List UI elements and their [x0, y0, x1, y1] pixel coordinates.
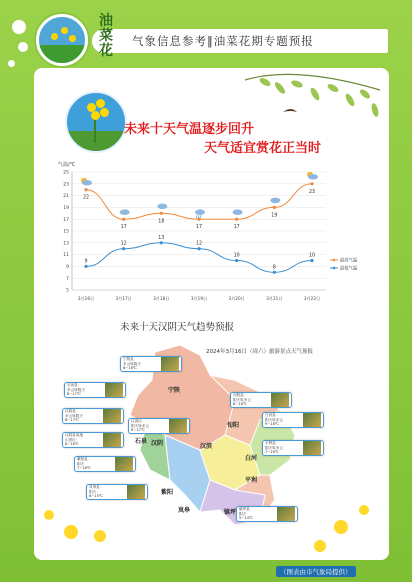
- raindrop-icon: [200, 215, 201, 218]
- weather-card-text: [65, 383, 105, 396]
- raindrop-icon: [196, 215, 197, 218]
- data-point: [84, 265, 87, 268]
- weather-card-line: 6~16℃: [123, 366, 137, 371]
- data-point: [122, 247, 125, 250]
- weather-card-line: 7~16℃: [77, 466, 91, 471]
- data-label: 19: [271, 213, 278, 219]
- weather-card: [86, 484, 148, 500]
- cloud-icon: [120, 209, 130, 215]
- weather-card-text: [237, 507, 277, 520]
- weather-card-text: [87, 485, 127, 498]
- weather-card-line: 9~18℃: [265, 422, 279, 427]
- cloud-icon: [120, 209, 130, 215]
- sun-cloud-icon: [307, 172, 318, 180]
- weather-card-line: 旬阳县：: [233, 393, 248, 398]
- weather-card-line: 紫阳县：: [77, 457, 92, 462]
- cloud-icon: [233, 209, 243, 215]
- weather-card-line: 8~16℃: [65, 442, 79, 447]
- weather-card: [230, 392, 292, 408]
- sun-cloud-icon: [81, 178, 92, 186]
- weather-card-line: 阴天转多云: [265, 445, 283, 450]
- x-tick-label: 3月16日: [77, 296, 95, 301]
- y-tick-label: 25: [63, 170, 69, 176]
- legend-label: 最低气温: [340, 266, 358, 272]
- weather-card: [62, 408, 124, 424]
- weather-card-text: [231, 393, 271, 406]
- headline-line1: 未来十天气温逐步回升: [124, 122, 255, 137]
- map-place-label: 白河: [245, 455, 258, 462]
- chart-legend: [330, 257, 358, 272]
- map-place-label: 石泉: [135, 438, 148, 445]
- weather-card-line: 多云转阴天: [123, 361, 141, 366]
- y-tick-label: 11: [63, 253, 69, 259]
- y-tick-label: 13: [63, 241, 69, 247]
- data-label: 13: [158, 235, 165, 241]
- weather-card-line: 阴天: [239, 511, 247, 516]
- chart-xaxis: [78, 295, 320, 302]
- y-tick-label: 17: [63, 217, 69, 223]
- header-title: 气象信息参考‖油菜花期专题预报: [132, 34, 314, 48]
- x-tick-label: 3月17日: [115, 296, 132, 301]
- data-label: 17: [233, 225, 240, 231]
- map-place-label: 汉滨: [200, 443, 213, 450]
- data-label: 12: [195, 241, 203, 247]
- weather-card: [74, 456, 136, 472]
- headline-line2: 天气适宜赏花正当时: [204, 141, 322, 156]
- weather-card-line: 7~16℃: [265, 450, 279, 455]
- y-tick-label: 15: [63, 229, 69, 235]
- data-point: [160, 241, 163, 244]
- weather-card-text: [63, 409, 103, 422]
- weather-card-line: 汉滨区：: [131, 419, 146, 424]
- brand-text: 油菜花: [99, 13, 113, 59]
- cloud-icon: [233, 209, 243, 215]
- chart-ylabel: 气温/℃: [58, 162, 76, 168]
- y-tick-label: 5: [66, 288, 69, 294]
- scenic-photo: [271, 393, 289, 407]
- chart-weather-icons: [81, 172, 318, 218]
- weather-card-text: [63, 433, 103, 446]
- weather-card: [262, 412, 324, 428]
- scenic-photo: [127, 485, 145, 499]
- cloud-icon: [308, 174, 318, 180]
- weather-card-line: 岚皋县：: [89, 485, 104, 490]
- x-tick-label: 3月18日: [153, 296, 170, 301]
- weather-card-line: 8~17℃: [67, 392, 81, 397]
- chart-series: [83, 182, 315, 274]
- weather-card-line: 山景区：: [65, 437, 80, 442]
- weather-card: [128, 418, 190, 434]
- data-point: [84, 188, 87, 191]
- cloud-icon: [157, 204, 167, 210]
- weather-card-line: 5~14℃: [239, 516, 253, 521]
- data-point: [273, 271, 276, 274]
- cloud-icon: [157, 204, 167, 210]
- scenic-photo: [103, 433, 121, 447]
- map-place-label: 平利: [245, 477, 258, 484]
- chart-yaxis: [63, 170, 326, 294]
- weather-card-line: 石泉县：: [67, 383, 82, 388]
- weather-card: [262, 440, 324, 456]
- weather-card-line: 阴天: [89, 489, 97, 494]
- scenic-photo: [169, 419, 187, 433]
- scenic-photo: [103, 409, 121, 423]
- temperature-chart: [58, 158, 364, 306]
- data-point: [160, 212, 163, 215]
- rapeseed-flower-image: [65, 91, 127, 153]
- weather-card-line: 汉阴县：: [65, 409, 80, 414]
- weather-card-text: [129, 419, 169, 432]
- weather-card-line: 多云转阴天: [67, 387, 85, 392]
- swallow-icon: [283, 109, 297, 112]
- x-tick-label: 3月19日: [190, 296, 208, 301]
- scenic-photo: [277, 507, 295, 521]
- map-place-label: 岚皋: [178, 507, 191, 514]
- weather-card-text: [75, 457, 115, 470]
- cloud-icon: [270, 198, 280, 204]
- data-label: 9: [84, 259, 88, 265]
- weather-card: [64, 382, 126, 398]
- weather-card: [120, 356, 182, 372]
- map-subtitle: 2024年3月16日（周六）旅游景点天气预报: [206, 349, 313, 355]
- map-title: 未来十天汉阴天气趋势预报: [120, 322, 235, 333]
- data-point: [235, 259, 238, 262]
- scenic-photo: [303, 441, 321, 455]
- cloud-icon: [82, 180, 92, 186]
- weather-card-line: 镇坪县：: [239, 507, 254, 512]
- y-tick-label: 21: [63, 194, 69, 200]
- data-label: 17: [120, 225, 127, 231]
- data-label: 18: [158, 219, 165, 225]
- data-point: [122, 218, 125, 221]
- map-place-label: 宁陕: [168, 387, 181, 394]
- data-label: 23: [308, 189, 316, 195]
- y-tick-label: 19: [63, 206, 69, 211]
- weather-card-line: 平利县：: [265, 441, 280, 446]
- cloud-icon: [195, 209, 205, 215]
- weather-card: [62, 432, 124, 448]
- legend-marker: [333, 267, 336, 270]
- data-label: 8: [272, 265, 276, 271]
- legend-label: 最高气温: [340, 258, 358, 264]
- x-tick-label: 3月21日: [266, 296, 283, 301]
- weather-card-text: [121, 357, 161, 370]
- weather-card-line: 阴天: [77, 461, 85, 466]
- data-point: [197, 247, 200, 250]
- y-tick-label: 7: [66, 276, 69, 282]
- weather-card-text: [263, 441, 303, 454]
- weather-card-line: 8~17℃: [131, 428, 145, 433]
- data-label: 12: [120, 241, 127, 247]
- weather-card-line: 宁陕县：: [123, 357, 138, 362]
- data-label: 10: [308, 253, 316, 259]
- data-point: [310, 182, 313, 185]
- x-tick-label: 3月22日: [303, 296, 321, 301]
- chart-gridlines: [72, 172, 326, 290]
- weather-card-line: 白河县：: [265, 413, 280, 418]
- weather-card-text: [263, 413, 303, 426]
- data-label: 17: [195, 225, 203, 231]
- data-point: [235, 218, 238, 221]
- weather-card-line: 多云转阴天: [65, 413, 83, 418]
- y-tick-label: 23: [63, 182, 69, 188]
- weather-card-line: 阴天转多云: [233, 397, 251, 402]
- y-tick-label: 9: [66, 265, 69, 270]
- scenic-photo: [303, 413, 321, 427]
- scenic-photo: [105, 383, 123, 397]
- logo-badge: [36, 14, 88, 66]
- footer-credit: （图表由市气象局提供）: [276, 566, 356, 577]
- cloud-icon: [270, 198, 280, 204]
- map-place-label: 镇坪: [224, 509, 237, 516]
- data-label: 22: [82, 195, 90, 201]
- x-tick-label: 3月20日: [228, 296, 245, 301]
- weather-card-line: 8~18℃: [233, 402, 247, 407]
- leaves-decoration: [235, 70, 385, 140]
- weather-card-line: 8~17℃: [65, 418, 79, 423]
- data-point: [310, 259, 313, 262]
- weather-card-line: 阴天转多云: [265, 417, 283, 422]
- map-place-label: 汉阴: [151, 440, 164, 447]
- scenic-photo: [115, 457, 133, 471]
- legend-marker: [333, 259, 336, 262]
- data-point: [273, 206, 276, 209]
- map-place-label: 旬阳: [227, 422, 240, 429]
- map-place-label: 紫阳: [161, 489, 174, 496]
- weather-card-line: 阴天转多云: [131, 423, 149, 428]
- scenic-photo: [161, 357, 179, 371]
- weather-card: [236, 506, 298, 522]
- weather-card-line: 汉阴县凤凰: [65, 433, 83, 438]
- data-label: 10: [233, 253, 240, 259]
- weather-card-line: 6~15℃: [89, 494, 103, 499]
- rain-icon: [195, 209, 205, 218]
